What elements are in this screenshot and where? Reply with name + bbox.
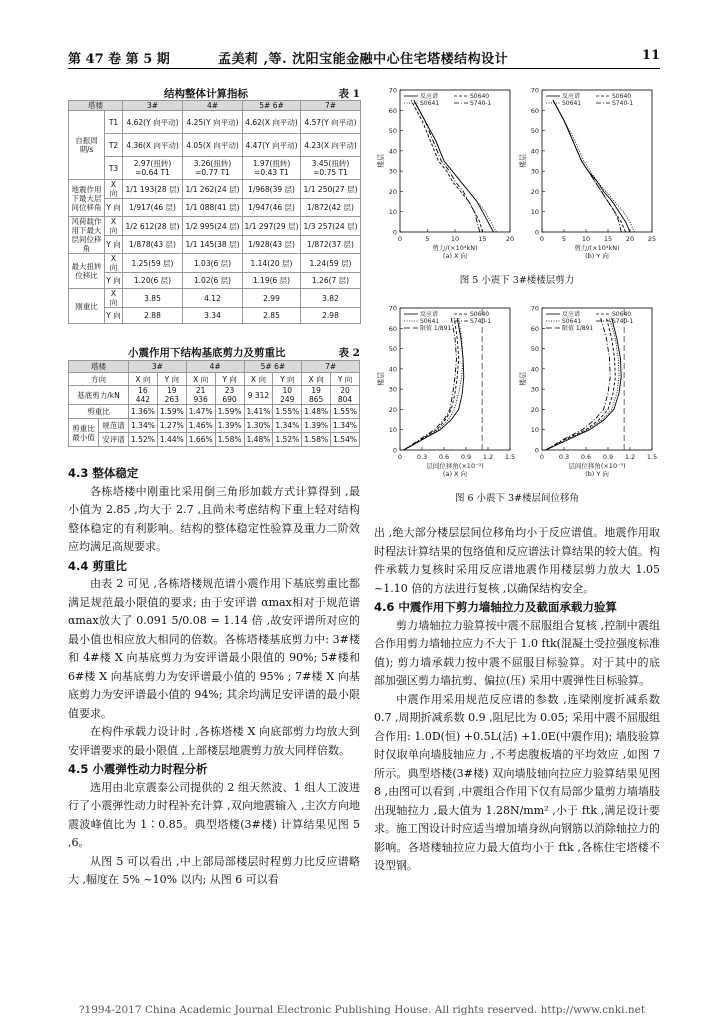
y-tick-label: 70 — [388, 304, 397, 313]
table-row: Y 向 1/917(46 层) 1/1 088(41 层) 1/947(46 层) 1/872(42 层) — [69, 199, 361, 217]
paragraph: 由表 2 可见 ,各栋塔楼规范谱小震作用下基底剪重比都满足规范最小限值的要求; 由于安评谱 αmax相对于规范谱 αmax放大了 0.091 5/0.08 = 1.14 倍 ,故安评谱所对应的最小值也相应放大相同的倍数。各栋塔楼基底剪力中: 3#楼和 4#楼 X 向基底剪力为安评谱最小限值的 90%; 5#楼和 6#楼 X 向基底剪力为安评谱最小值的 95% ; 7#楼 X 向基底剪力为安评谱最小值的 94%; 其余均满足安评谱的最小限值要求。 — [68, 577, 360, 720]
subfigure-label: (a) X 向 — [442, 470, 468, 478]
paragraph: 选用由北京震泰公司提供的 2 组天然波、1 组人工波进行了小震弹性动力时程补充计算 ,双向地震输入 ,主次方向地震波峰值比为 1∶0.85。典型塔楼(3#楼) 计算结果见图 5 ,6。 — [68, 780, 360, 849]
y-tick-label: 30 — [530, 167, 539, 176]
x-tick-label: 10 — [581, 235, 591, 243]
y-tick-label: 20 — [530, 187, 539, 196]
x-tick-label: 5 — [561, 235, 567, 243]
table-row: Y 向 1.20(6 层) 1.02(6 层) 1.19(6 层) 1.26(7 层) — [69, 273, 361, 289]
table1-block — [68, 86, 360, 324]
y-tick-label: 0 — [392, 446, 397, 455]
table-row: T2 4.36(X 向平动) 4.05(X 向平动) 4.47(Y 向平动) 4.23(X 向平动) — [69, 134, 361, 157]
legend-label: S0641 — [420, 318, 440, 325]
y-tick-label: 60 — [388, 106, 397, 115]
y-tick-label: 70 — [530, 304, 539, 313]
series-line-4 — [414, 100, 480, 232]
y-tick-label: 0 — [392, 228, 397, 237]
y-tick-label: 10 — [388, 208, 397, 217]
x-axis-label: 层间位移角(×10⁻³) — [568, 462, 626, 470]
legend-label: 反应谱 — [420, 311, 439, 318]
paragraph: 各栋塔楼中刚重比采用倒三角形加载方式计算得到 ,最小值为 2.85 ,均大于 2.7 ,且尚未考虑结构下重上轻对结构整体稳定的有利影响。结构的整体稳定性验算及重力二阶效应均满足高规要求。 — [68, 484, 360, 553]
table1-header-row: 塔楼 3# 4# 5# 6# 7# — [69, 101, 361, 111]
figure-6 — [376, 304, 658, 504]
x-tick-label: 0 — [539, 453, 545, 461]
x-tick-label: 0.9 — [460, 453, 472, 461]
table-row: 刚重比 X 向 3.85 4.12 2.99 3.82 — [69, 289, 361, 308]
y-axis-label: 楼层 — [519, 154, 527, 168]
series-line-1 — [553, 100, 630, 232]
right-column-text — [374, 524, 660, 876]
legend-label: S740-1 — [612, 100, 634, 107]
plot-frame — [400, 90, 510, 232]
y-tick-label: 10 — [388, 426, 397, 435]
y-tick-label: 40 — [388, 147, 397, 156]
paragraph: 从图 5 可以看出 ,中上部局部楼层时程剪力比反应谱略大 ,幅度在 5% ~10% 以内; 从图 6 可以看 — [68, 854, 360, 886]
y-tick-label: 10 — [530, 426, 539, 435]
x-tick-label: 15 — [603, 235, 613, 243]
table1 — [68, 100, 361, 324]
x-tick-label: 5 — [425, 235, 430, 243]
y-tick-label: 70 — [388, 86, 397, 95]
y-axis-label: 楼层 — [377, 154, 385, 168]
table-row: 剪重比 1.36% 1.59% 1.47% 1.59% 1.41% 1.55% 1.48% 1.55% — [69, 405, 360, 419]
paragraph: 出 ,绝大部分楼层层间位移角均小于反应谱值。地震作用取时程法计算结果的包络值和反应谱法计算结果的较大值。构件承载力复核时采用反应谱地震作用楼层剪力放大 1.05 ~1.10 倍的方法进行复核 ,以确保结构安全。 — [374, 526, 660, 595]
legend-label: 反应谱 — [562, 311, 581, 318]
y-tick-label: 30 — [530, 385, 539, 394]
paragraph: 中震作用采用规范反应谱的参数 ,连梁刚度折减系数 0.7 ,周期折减系数 0.9 ,阻尼比为 0.05; 采用中震不屈服组合作用: 1.0D(恒) +0.5L(活) +1.0E(中震作用); 墙肢验算时仅取单向墙肢轴应力 ,不考虑腹板墙的平均效应 ,如图 7 所示。典型塔楼(3#楼) 双向墙肢轴向拉应力验算结果见图 8 ,由图可以看到 ,中震组合作用下仅有局部少量剪力墙墙肢出现轴拉力 ,最大值为 1.28N/mm² ,小于 ftk ,满足设计要求。施工图设计时应适当增加墙身纵向钢筋以消除轴拉力的影响。各塔楼轴拉应力最大值均小于 ftk ,各栋住宅塔楼不设型钢。 — [374, 692, 660, 872]
table-row: Y 向 1/878(43 层) 1/1 145(38 层) 1/928(43 层) 1/872(37 层) — [69, 236, 361, 254]
table2-header-row: 塔楼 3# 4# 5# 6# 7# — [69, 361, 360, 373]
figure-5 — [376, 86, 658, 286]
series-line-4 — [546, 318, 611, 450]
x-tick-label: 15 — [478, 235, 487, 243]
legend-label: 反应谱 — [420, 93, 439, 100]
table2-number: 表 2 — [338, 347, 360, 359]
table-row: Y 向 2.88 3.34 2.85 2.98 — [69, 308, 361, 324]
legend-label: S0640 — [612, 93, 632, 100]
y-tick-label: 10 — [530, 208, 539, 217]
table1-caption: 结构整体计算指标 — [164, 88, 248, 100]
x-tick-label: 25 — [647, 235, 657, 243]
journal-volume: 第 47 卷 第 5 期 — [68, 52, 170, 67]
series-line-4 — [553, 100, 621, 232]
section-4-5-heading: 4.5 小震弹性动力时程分析 — [68, 762, 208, 776]
subfigure-label: (b) Y 向 — [585, 470, 609, 478]
series-line-3 — [404, 318, 463, 450]
plot-frame — [542, 308, 652, 450]
x-tick-label: 0 — [397, 453, 403, 461]
y-tick-label: 60 — [388, 324, 397, 333]
figure-6-charts — [376, 304, 658, 486]
y-tick-label: 50 — [530, 345, 539, 354]
x-axis-label: 层间位移角(×10⁻³) — [426, 462, 484, 470]
x-tick-label: 0 — [397, 235, 403, 243]
x-tick-label: 20 — [625, 235, 635, 243]
x-axis-label: 剪力/(×10⁴kN) — [574, 244, 620, 252]
y-tick-label: 50 — [530, 127, 539, 136]
series-line-3 — [553, 100, 634, 232]
series-line-3 — [414, 100, 497, 232]
paragraph: 剪力墙轴拉力验算按中震不屈服组合复核 ,控制中震组合作用剪力墙轴拉应力不大于 1.0 ftk(混凝土受拉强度标准值); 剪力墙承载力按中震不屈服目标验算。对于其中的底部加强区剪力墙抗剪、偏拉(压) 采用中震弹性目标验算。 — [374, 618, 660, 687]
table1-number: 表 1 — [338, 88, 360, 100]
figure-6-caption: 图 6 小震下 3#楼层间位移角 — [454, 493, 580, 504]
series-line-2 — [404, 318, 459, 450]
table-row: 安评谱 1.52% 1.44% 1.66% 1.58% 1.48% 1.52% 1.58% 1.54% — [69, 433, 360, 447]
series-line-1 — [546, 318, 622, 450]
legend-label: S0641 — [562, 318, 582, 325]
paragraph: 在构件承载力设计时 ,各栋塔楼 X 向底部剪力均放大到安评谱要求的最小限值 ,上部楼层地震剪力放大同样倍数。 — [68, 725, 360, 757]
x-tick-label: 1.2 — [624, 453, 636, 461]
legend-label: S0640 — [470, 311, 490, 318]
y-tick-label: 30 — [388, 167, 397, 176]
legend-label: 限值 1/891 — [562, 325, 594, 332]
legend-label: S740-1 — [612, 318, 634, 325]
x-tick-label: 0.3 — [416, 453, 428, 461]
subfigure-label: (a) X 向 — [442, 252, 468, 260]
table-row: 地震作用下最大层间位移角 X 向 1/1 193(28 层) 1/1 262(24 层) 1/968(39 层) 1/1 250(27 层) — [69, 180, 361, 199]
series-line-2 — [411, 100, 483, 232]
legend-label: S740-1 — [470, 100, 492, 107]
figure-5-charts — [376, 86, 658, 268]
series-line-4 — [404, 318, 457, 450]
legend-label: S0641 — [420, 100, 440, 107]
left-column-text — [68, 464, 360, 890]
y-tick-label: 20 — [530, 405, 539, 414]
section-4-4-heading: 4.4 剪重比 — [68, 558, 127, 573]
figure-5-caption: 图 5 小震下 3#楼楼层剪力 — [459, 275, 575, 286]
y-tick-label: 0 — [534, 228, 539, 237]
x-tick-label: 0.6 — [580, 453, 592, 461]
y-tick-label: 20 — [388, 405, 397, 414]
legend-label: 反应谱 — [562, 93, 581, 100]
page-number: 11 — [641, 48, 660, 63]
series-line-1 — [414, 100, 494, 232]
y-tick-label: 40 — [388, 365, 397, 374]
x-tick-label: 20 — [505, 235, 515, 243]
subfigure-label: (b) Y 向 — [585, 252, 609, 260]
legend-label: S0641 — [562, 100, 582, 107]
y-tick-label: 60 — [530, 324, 539, 333]
table-row: 自振周期/s T1 4.62(Y 向平动) 4.25(Y 向平动) 4.62(X 向平动) 4.57(Y 向平动) — [69, 111, 361, 134]
section-4-6-heading: 4.6 中震作用下剪力墙轴拉力及截面承载力验算 — [374, 600, 617, 614]
y-axis-label: 楼层 — [519, 372, 527, 386]
legend-label: S0640 — [612, 311, 632, 318]
y-tick-label: 30 — [388, 385, 397, 394]
x-tick-label: 10 — [450, 235, 460, 243]
table-row: 基底剪力/kN 16 442 19 263 21 936 23 690 9 312 10 249 19 865 20 804 — [69, 386, 360, 405]
x-tick-label: 1.2 — [482, 453, 494, 461]
y-tick-label: 60 — [530, 106, 539, 115]
table-row: 风荷载作用下最大层间位移角 X 向 1/2 612(28 层) 1/2 995(24 层) 1/1 297(29 层) 1/3 257(24 层) — [69, 217, 361, 236]
x-tick-label: 0.6 — [438, 453, 450, 461]
table2-caption: 小震作用下结构基底剪力及剪重比 — [128, 347, 286, 359]
x-tick-label: 1.5 — [504, 453, 516, 461]
legend-label: 限值 1/891 — [420, 325, 452, 332]
y-tick-label: 50 — [388, 127, 397, 136]
copyright-footer: ?1994-2017 China Academic Journal Electronic Publishing House. All rights reserved. http://www.cnki.net — [78, 1004, 646, 1016]
x-tick-label: 0 — [539, 235, 545, 243]
running-header — [68, 44, 660, 69]
y-tick-label: 0 — [534, 446, 539, 455]
series-line-3 — [546, 318, 619, 450]
table-row: 最大扭转位移比 X 向 1.25(59 层) 1.03(6 层) 1.14(20 层) 1.24(59 层) — [69, 254, 361, 273]
y-tick-label: 40 — [530, 147, 539, 156]
x-tick-label: 0.3 — [558, 453, 570, 461]
section-4-3-heading: 4.3 整体稳定 — [68, 466, 139, 480]
x-axis-label: 剪力/(×10⁴kN) — [432, 244, 478, 252]
table-row: 剪重比最小值 规范谱 1.34% 1.27% 1.46% 1.39% 1.30% 1.34% 1.39% 1.34% — [69, 419, 360, 433]
legend-label: S740-1 — [470, 318, 492, 325]
y-tick-label: 70 — [530, 86, 539, 95]
legend-label: S0640 — [470, 93, 490, 100]
table2 — [68, 360, 360, 447]
y-axis-label: 楼层 — [377, 372, 385, 386]
y-tick-label: 40 — [530, 365, 539, 374]
x-tick-label: 1.5 — [646, 453, 658, 461]
plot-frame — [542, 90, 652, 232]
y-tick-label: 20 — [388, 187, 397, 196]
x-tick-label: 0.9 — [602, 453, 614, 461]
table-row: T3 2.97(扭转) =0.64 T1 3.26(扭转) =0.77 T1 1.97(扭转) =0.43 T1 3.45(扭转) =0.75 T1 — [69, 157, 361, 180]
table2-block — [68, 345, 360, 447]
table-row: 方向 X 向 Y 向 X 向 Y 向 X 向 Y 向 X 向 Y 向 — [69, 373, 360, 386]
article-running-title: 孟美莉 ,等. 沈阳宝能金融中心住宅塔楼结构设计 — [218, 52, 509, 67]
y-tick-label: 50 — [388, 345, 397, 354]
